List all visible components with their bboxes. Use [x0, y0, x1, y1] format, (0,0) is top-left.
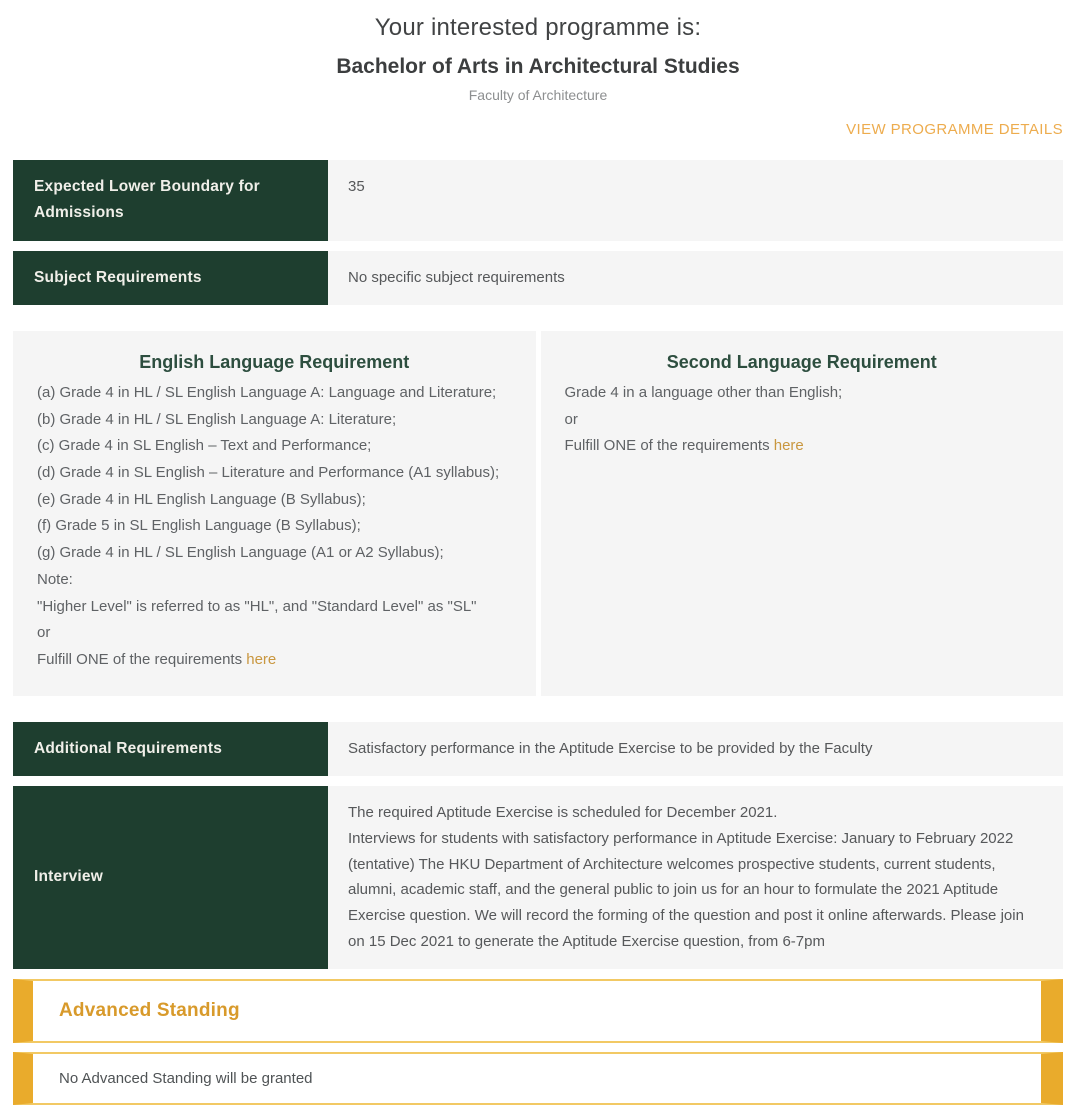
second-requirement-title: Second Language Requirement: [666, 352, 937, 373]
requirement-line: (d) Grade 4 in SL English – Literature and Performance (A1 syllabus);: [37, 464, 500, 482]
programme-details-page: [13, 0, 1063, 1105]
page-header: [13, 14, 1063, 103]
row-value: [328, 722, 1063, 776]
requirement-line: "Higher Level" is referred to as "HL", and "Standard Level" as "SL": [37, 597, 477, 615]
row-label: Subject Requirements: [13, 251, 328, 305]
additional-info-table: [13, 722, 1063, 969]
advanced-standing-section: [13, 979, 1063, 1105]
view-programme-details-link[interactable]: VIEW PROGRAMME DETAILS: [846, 121, 1063, 138]
here-link[interactable]: here: [246, 650, 277, 668]
requirement-line: or: [37, 624, 51, 642]
requirement-line: (f) Grade 5 in SL English Language (B Syllabus);: [37, 517, 361, 535]
advanced-standing-header-box: [13, 979, 1063, 1043]
table-row-subject-requirements: [13, 251, 1063, 305]
table-row-expected-boundary: [13, 160, 1063, 241]
value-line: Satisfactory performance in the Aptitude Exercise to be provided by the Faculty: [348, 739, 873, 757]
requirement-line: Note:: [37, 570, 73, 588]
row-value: [328, 786, 1063, 969]
admissions-info-table: [13, 160, 1063, 305]
row-label: Interview: [13, 786, 328, 969]
table-row-additional-requirements: [13, 722, 1063, 776]
second-language-requirement-box: [541, 331, 1064, 696]
advanced-standing-content-box: [13, 1052, 1063, 1105]
second-requirement-lines: [565, 380, 1040, 433]
page-title: Your interested programme is:: [374, 14, 702, 41]
details-link-row: [13, 121, 1063, 139]
value-line: The required Aptitude Exercise is scheduled for December 2021.: [348, 803, 778, 821]
programme-name: Bachelor of Arts in Architectural Studies: [336, 55, 740, 78]
english-requirement-title: English Language Requirement: [139, 352, 410, 373]
here-link[interactable]: here: [773, 437, 804, 455]
row-value: No specific subject requirements: [328, 251, 1063, 305]
requirement-line: (e) Grade 4 in HL English Language (B Syllabus);: [37, 490, 366, 508]
row-label: Additional Requirements: [13, 722, 328, 776]
english-fulfill-line: [37, 647, 512, 674]
advanced-standing-content: No Advanced Standing will be granted: [59, 1069, 313, 1087]
requirement-line: (c) Grade 4 in SL English – Text and Performance;: [37, 437, 372, 455]
table-row-interview: [13, 786, 1063, 969]
faculty-name: Faculty of Architecture: [468, 87, 608, 103]
advanced-standing-title: Advanced Standing: [59, 999, 240, 1021]
value-line: Interviews for students with satisfactory performance in Aptitude Exercise: January to February 2022 (tentative) The HKU Department of Architecture welcomes prospective students, current students, alumni, academic staff, and the general public to join us for an hour to formulate the 2021 Aptitude Exercise question. We will record the forming of the question and post it online afterwards. Please join on 15 Dec 2021 to generate the Aptitude Exercise question, from 6-7pm: [348, 829, 1024, 950]
fulfill-text: Fulfill ONE of the requirements: [37, 650, 243, 668]
requirement-line: (b) Grade 4 in HL / SL English Language A: Literature;: [37, 410, 397, 428]
requirement-line: (a) Grade 4 in HL / SL English Language A: Language and Literature;: [37, 384, 497, 402]
fulfill-text: Fulfill ONE of the requirements: [564, 437, 770, 455]
requirement-line: Grade 4 in a language other than English;: [564, 384, 843, 402]
english-language-requirement-box: [13, 331, 536, 696]
requirement-line: (g) Grade 4 in HL / SL English Language (A1 or A2 Syllabus);: [37, 544, 444, 562]
english-requirement-lines: [37, 380, 512, 647]
row-label: Expected Lower Boundary for Admissions: [13, 160, 328, 241]
second-fulfill-line: [565, 433, 1040, 460]
language-requirements-section: [13, 331, 1063, 696]
row-value: 35: [328, 160, 1063, 241]
requirement-line: or: [564, 410, 578, 428]
